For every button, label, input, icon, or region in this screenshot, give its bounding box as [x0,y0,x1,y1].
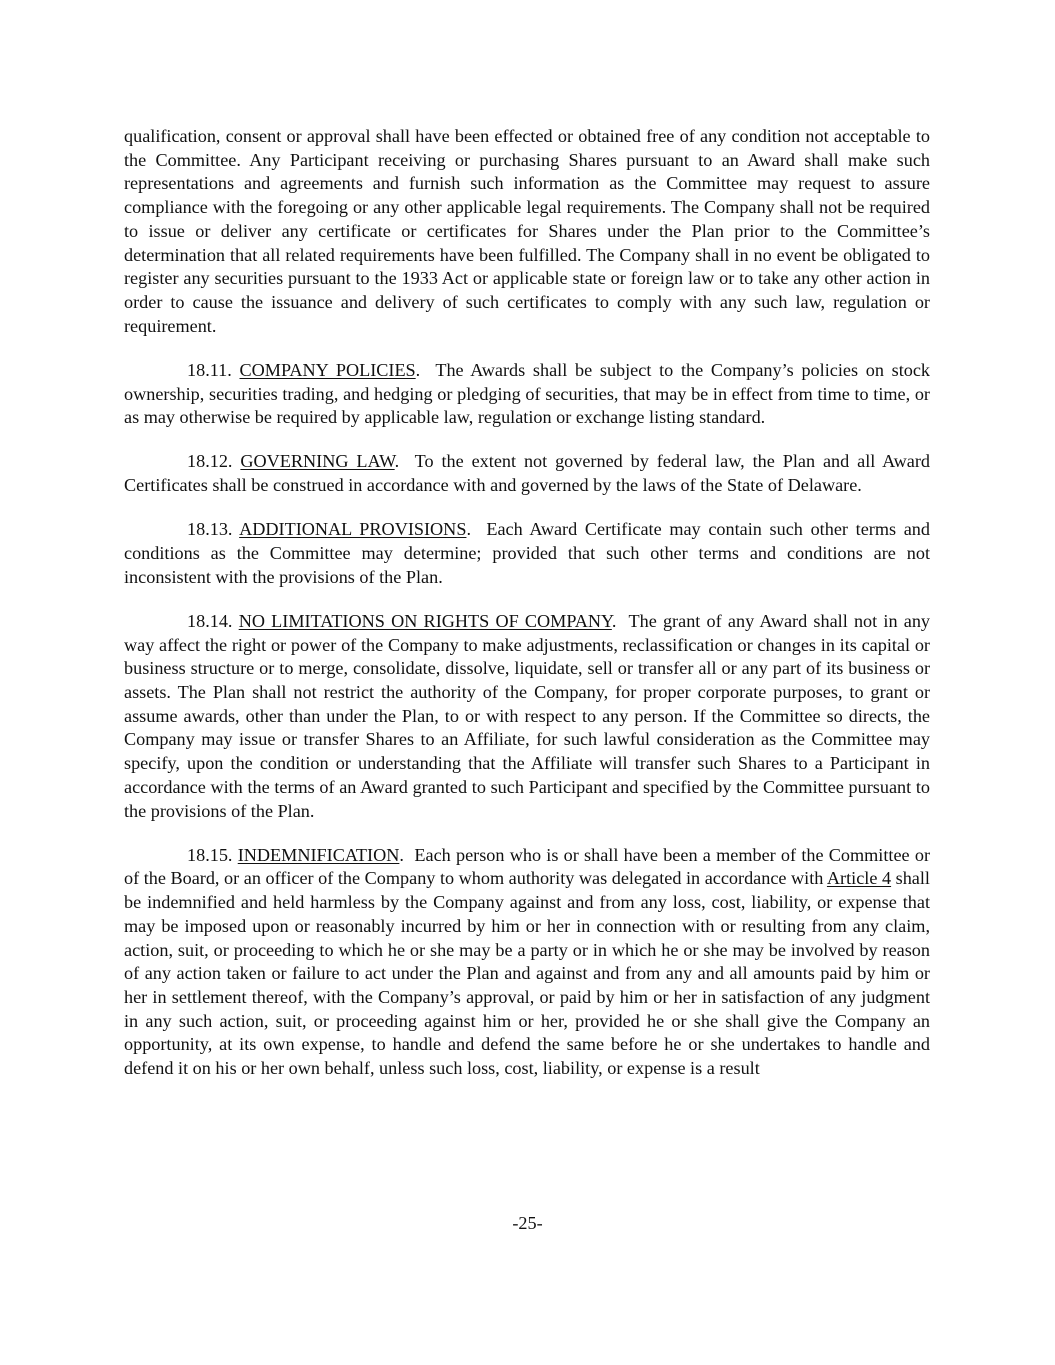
section-heading: ADDITIONAL PROVISIONS [239,519,467,540]
section-heading: GOVERNING LAW [240,451,395,472]
section-body-end: shall be indemnified and held harmless by the Company against and from any loss, cost, liability, or expense that may be imposed upon or reasonably incurred by him or her in connection with or resulting from any claim, action, suit, or proceeding to which he or she may be a party or in which he or she may be involved by reason of any action taken or failure to act under the Plan and against and from any and all amounts paid by him or her in settlement thereof, with the Company’s approval, or paid by him or her in satisfaction of any judgment in any such action, suit, or proceeding against him or her, provided he or she shall give the Company an opportunity, at its own expense, to handle and defend the same before he or she undertakes to handle and defend it on his or her own behalf, unless such loss, cost, liability, or expense is a result [124,868,930,1079]
section-body-start: Each person who is or shall have been a member of the Committee or of the Board, or an officer of the Company to whom authority was delegated in accordance with [124,844,931,889]
section-18-13: 18.13. ADDITIONAL PROVISIONS. Each Award Certificate may contain such other terms and conditions as the Committee may determine; provided that such other terms and conditions are not inconsistent with the provisions of the Plan. [124,519,930,587]
article-4-reference: Article 4 [826,868,892,889]
section-heading: COMPANY POLICIES [239,359,416,380]
section-number: 18.15. [187,844,233,865]
section-18-14: 18.14. NO LIMITATIONS ON RIGHTS OF COMPANY. The grant of any Award shall not in any way affect the right or power of the Company to make adjustments, reclassification or changes in its capital or business structure or to merge, consolidate, dissolve, liquidate, sell or transfer all or any part of its business or assets. The Plan shall not restrict the authority of the Company, for proper corporate purposes, to grant or assume awards, other than under the Plan, to or with respect to any person. If the Committee so directs, the Company may issue or transfer Shares to an Affiliate, for such lawful consideration as the Committee may specify, upon the condition or understanding that the Affiliate will transfer such Shares to a Participant in accordance with the terms of an Award granted to such Participant and specified by the Committee pursuant to the provisions of the Plan. [124,610,931,821]
section-number: 18.14. [187,610,233,631]
page-number: -25- [512,1213,543,1233]
section-number: 18.13. [187,519,233,540]
section-18-12: 18.12. GOVERNING LAW. To the extent not governed by federal law, the Plan and all Award Certificates shall be construed in accordance with and governed by the laws of the State of Delaware. [124,451,931,496]
section-body: The grant of any Award shall not in any way affect the right or power of the Company to make adjustments, reclassification or changes in its capital or business structure or to merge, consolidate, dissolve, liquidate, sell or transfer all or any part of its business or assets. The Plan shall not restrict the authority of the Company, for proper corporate purposes, to grant or assume awards, other than under the Plan, to or with respect to any person. If the Committee so directs, the Company may issue or transfer Shares to an Affiliate, for such lawful consideration as the Committee may specify, upon the condition or understanding that the Affiliate will transfer such Shares to a Participant in accordance with the terms of an Award granted to such Participant and specified by the Committee pursuant to the provisions of the Plan. [124,610,931,821]
continued-paragraph: qualification, consent or approval shall have been effected or obtained free of any condition not acceptable to the Committee. Any Participant receiving or purchasing Shares pursuant to an Award shall make such representations and agreements and furnish such information as the Committee may request to assure compliance with the foregoing or any other applicable legal requirements. The Company shall not be required to issue or deliver any certificate or certificates for Shares under the Plan prior to the Committee’s determination that all related requirements have been fulfilled. The Company shall in no event be obligated to register any securities pursuant to the 1933 Act or applicable state or foreign law or to take any other action in order to cause the issuance and delivery of such certificates to comply with any such law, regulation or requirement. [124,126,930,336]
section-heading: NO LIMITATIONS ON RIGHTS OF COMPANY [238,610,612,631]
section-18-11: 18.11. COMPANY POLICIES. The Awards shall be subject to the Company’s policies on stock ownership, securities trading, and hedging or pledging of securities, that may be in effect from time to time, or as may otherwise be required by applicable law, regulation or exchange listing standard. [124,359,931,428]
section-18-15: 18.15. INDEMNIFICATION. Each person who is or shall have been a member of the Committee or of the Board, or an officer of the Company to whom authority was delegated in accordance with Article 4 shall be indemnified and held harmless by the Company against and from any loss, cost, liability, or expense that may be imposed upon or reasonably incurred by him or her in connection with or resulting from any claim, action, suit, or proceeding to which he or she may be a party or in which he or she may be involved by reason of any action taken or failure to act under the Plan and against and from any and all amounts paid by him or her in settlement thereof, with the Company’s approval, or paid by him or her in satisfaction of any judgment in any such action, suit, or proceeding against him or her, provided he or she shall give the Company an opportunity, at its own expense, to handle and defend the same before he or she undertakes to handle and defend it on his or her own behalf, unless such loss, cost, liability, or expense is a result [124,844,931,1079]
section-body: The Awards shall be subject to the Company’s policies on stock ownership, securities trading, and hedging or pledging of securities, that may be in effect from time to time, or as may otherwise be required by applicable law, regulation or exchange listing standard. [124,359,931,428]
section-heading: INDEMNIFICATION [237,844,400,865]
section-number: 18.11. [187,359,232,380]
section-body: Each Award Certificate may contain such other terms and conditions as the Committee may determine; provided that such other terms and conditions are not inconsistent with the provisions of the Plan. [124,519,930,587]
section-number: 18.12. [187,451,233,472]
section-body: To the extent not governed by federal law, the Plan and all Award Certificates shall be construed in accordance with and governed by the laws of the State of Delaware. [124,451,931,496]
document-page [124,125,930,1101]
